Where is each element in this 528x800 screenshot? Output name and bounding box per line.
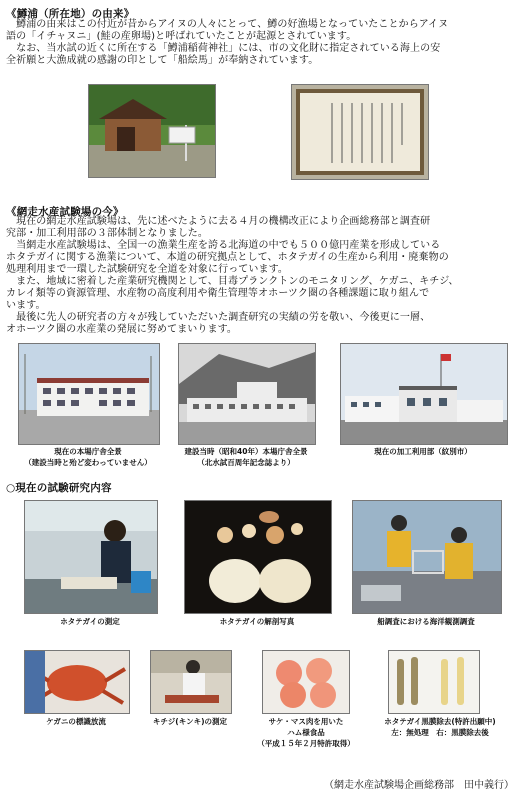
origin-line-4: 全祈願と大漁成就の感謝の印として「船絵馬」が奉納されています。	[6, 55, 319, 66]
origin-line-1: 鱒浦の由来はこの付近が昔からアイヌの人々にとって、鱒の好漁場となっていたことからアイヌ	[6, 19, 449, 30]
research-caption-7-line-1: ホタテガイ黒膜除去(特許出願中)	[384, 717, 496, 726]
building-caption-1-line-2: （建設当時と殆ど変わっていません）	[24, 458, 152, 467]
research-caption-4: ケガニの標識放流	[46, 717, 106, 726]
today-line-4: ホタテガイに関する漁業について、本道の研究拠点として、ホタテガイの生産から利用・廃棄物の	[6, 252, 449, 263]
kichiji-measurement-photo	[150, 650, 232, 714]
scallop-measurement-photo	[24, 500, 158, 614]
current-main-building-photo	[18, 343, 160, 445]
research-caption-6-line-1: サケ・マス肉を用いた	[268, 717, 344, 726]
crab-tag-release-photo	[24, 650, 130, 714]
building-caption-3-line-1: 現在の加工利用部（紋別市）	[374, 447, 472, 456]
building-caption-2-line-2: （北水試百周年記念誌より）	[197, 458, 295, 467]
building-caption-1	[18, 446, 158, 468]
origin-line-2: 語の「イチャヌニ」(鮭の産卵場)と呼ばれていたことが起源とされています。	[6, 31, 357, 42]
today-line-7: カレイ類等の資源管理、水産物の高度利用や衛生管理等オホーツク圏の各種課題に取り組んで	[6, 288, 430, 299]
research-caption-6-line-2: ハム様食品	[287, 728, 325, 737]
today-line-10: オホーツク圏の水産業の発展に努めてまいります。	[6, 324, 237, 335]
research-caption-5	[140, 716, 240, 727]
processing-division-photo	[340, 343, 508, 445]
salmon-ham-photo	[262, 650, 350, 714]
building-caption-2-line-1: 建設当時（昭和40年）本場庁舎全景	[184, 447, 308, 456]
origin-line-3: なお、当水試の近くに所在する「鱒浦稲荷神社」には、市の文化財に指定されている海上の安	[6, 43, 441, 54]
research-caption-2: ホタテガイの解剖写真	[219, 617, 295, 626]
building-caption-2	[170, 446, 322, 468]
ship-ocean-survey-photo	[352, 500, 502, 614]
scallop-dissection-photo	[184, 500, 332, 614]
today-line-2: 究部・加工利用部の３部体制となりました。	[6, 228, 208, 239]
section-title-today: 《網走水産試験場の今》	[6, 206, 124, 218]
ema-sign-photo	[291, 84, 429, 180]
author-credit: （網走水産試験場企画総務部 田中義行）	[324, 780, 514, 791]
today-line-9: 最後に先人の研究者の方々が残していただいた調査研究の実績の労を敬い、今後更に一層、	[6, 312, 431, 323]
section-title-research: ○現在の試験研究内容	[6, 482, 112, 494]
research-caption-6	[244, 716, 368, 749]
research-caption-7	[370, 716, 510, 738]
research-caption-3: 船調査における海洋観測調査	[377, 617, 475, 626]
today-line-1: 現在の網走水産試験場は、先に述べたように去る４月の機構改正により企画総務部と調査研	[6, 216, 431, 227]
today-line-5: 処理利用まで一環した試験研究を全道を対象に行っています。	[6, 264, 288, 275]
section-title-origin: 《鱒浦（所在地）の由来》	[6, 8, 135, 20]
building-caption-1-line-1: 現在の本場庁舎全景	[54, 447, 122, 456]
original-main-building-photo	[178, 343, 316, 445]
research-caption-6-line-3: （平成１５年２月特許取得）	[257, 739, 355, 748]
research-caption-7-line-2: 左：無処理 右：黒膜除去後	[391, 728, 489, 737]
building-caption-3	[340, 446, 506, 457]
research-caption-1: ホタテガイの測定	[60, 617, 120, 626]
today-line-3: 当網走水産試験場は、全国一の漁業生産を誇る北海道の中でも５００億円産業を形成している	[6, 240, 441, 251]
scallop-black-film-removal-photo	[388, 650, 480, 714]
today-line-8: います。	[6, 300, 46, 311]
shrine-photo	[88, 84, 216, 178]
today-line-6: また、地域に密着した産業研究機関として、目毒プランクトンのモニタリング、ケガニ、キチジ、	[6, 276, 459, 287]
research-caption-5-line-1: キチジ(キンキ)の測定	[152, 717, 228, 726]
